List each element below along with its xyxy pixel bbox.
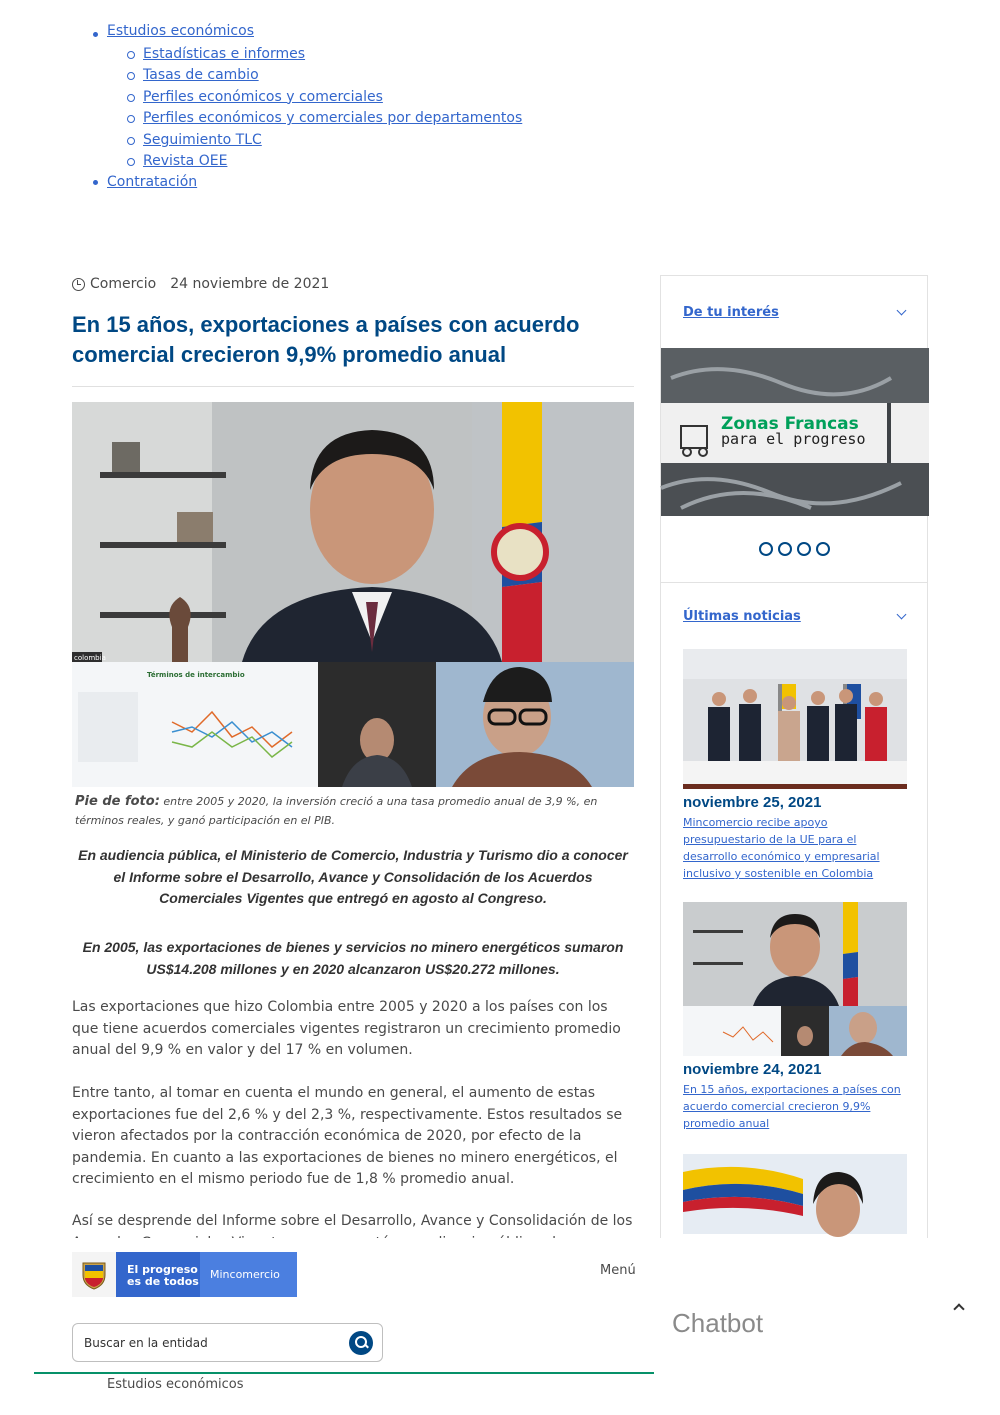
ministry-logo: Mincomercio: [200, 1252, 297, 1297]
nav-sublink[interactable]: Perfiles económicos y comerciales: [143, 88, 383, 105]
nav-item-estudios[interactable]: [88, 24, 522, 38]
article-meta: [72, 276, 329, 292]
chevron-up-icon[interactable]: [953, 1303, 964, 1314]
lead-paragraph: En 2005, las exportaciones de bienes y servicios no minero energéticos sumaron US$14.208 millones y en 2020 alcanzaron US$20.272 millones.: [82, 939, 624, 977]
nav-cutoff-text[interactable]: Estudios económicos: [107, 1377, 244, 1392]
nav-sublink[interactable]: Perfiles económicos y comerciales por departamentos: [143, 110, 523, 127]
gov-logo-tagline: [116, 1252, 200, 1297]
caption-text: entre 2005 y 2020, la inversión creció a una tasa promedio anual de 3,9 %, en términos reales, y ganó participación en el PIB.: [75, 795, 598, 827]
banner-illustration: [661, 348, 929, 516]
nav-subitem[interactable]: [124, 65, 522, 86]
carousel-dot[interactable]: [816, 542, 830, 556]
article-title: En 15 años, exportaciones a países con acuerdo comercial crecieron 9,9% promedio anual: [72, 312, 580, 367]
search-field[interactable]: [72, 1323, 383, 1362]
article-date: 24 noviembre de 2021: [170, 276, 330, 292]
banner-title: Zonas Francas: [721, 414, 859, 434]
caption-label: Pie de foto:: [75, 794, 160, 809]
news-link[interactable]: Mincomercio recibe apoyo presupuestario de la UE para el desarrollo económico y empresarial inclusivo y sostenible en Colombia: [683, 816, 880, 880]
carousel-dot[interactable]: [797, 542, 811, 556]
news-thumbnail[interactable]: [683, 1154, 907, 1234]
news-thumbnail[interactable]: [683, 649, 907, 789]
nav-subitem[interactable]: [124, 87, 522, 108]
nav-sublink[interactable]: Estadísticas e informes: [143, 46, 306, 62]
photo-caption: [75, 792, 630, 830]
nav-subitem[interactable]: [124, 44, 522, 65]
nav-sublink[interactable]: Tasas de cambio: [143, 67, 259, 84]
nav-sublink[interactable]: Seguimiento TLC: [143, 131, 262, 148]
banner-subtitle: para el progreso: [721, 430, 866, 448]
bottom-sticky-bar: [0, 1238, 1000, 1415]
clock-icon: [72, 278, 85, 291]
sidebar: [660, 275, 928, 1238]
title-divider: [72, 386, 634, 387]
body-paragraph: Las exportaciones que hizo Colombia entre 2005 y 2020 a los países con los que tiene acuerdos comerciales vigentes registraron un crecimiento promedio anual del 9,9 % en valor y del 17 % en volumen.: [72, 999, 621, 1058]
nav-link-estudios[interactable]: Estudios económicos: [107, 23, 254, 39]
news-date: noviembre 25, 2021: [683, 794, 822, 811]
menu-button[interactable]: Menú: [600, 1263, 636, 1278]
sidebar-news-title[interactable]: Últimas noticias: [683, 608, 801, 624]
news-thumbnail[interactable]: [683, 902, 907, 1056]
carousel-dot[interactable]: [778, 542, 792, 556]
news-photo: [683, 902, 907, 1056]
coat-of-arms-icon: [72, 1252, 116, 1297]
news-link[interactable]: En 15 años, exportaciones a países con acuerdo comercial crecieron 9,9% promedio anual: [683, 1083, 901, 1130]
news-item[interactable]: [661, 1154, 927, 1234]
chatbot-button[interactable]: Chatbot: [672, 1308, 764, 1338]
nav-subitem[interactable]: [124, 130, 522, 151]
logo-line2: es de todos: [127, 1275, 199, 1288]
nav-item-contratacion[interactable]: [88, 172, 522, 194]
news-photo: [683, 1154, 907, 1234]
nav-sublink[interactable]: Revista OEE: [143, 152, 228, 169]
sidebar-interest-title[interactable]: De tu interés: [683, 304, 779, 320]
logo-line1: El progreso: [127, 1263, 198, 1276]
green-divider: [34, 1372, 654, 1374]
search-input[interactable]: Buscar en la entidad: [84, 1335, 208, 1350]
zonas-francas-banner[interactable]: [661, 348, 929, 516]
nav-subitem[interactable]: [124, 108, 522, 129]
gov-logo[interactable]: [72, 1252, 297, 1297]
body-paragraph: Entre tanto, al tomar en cuenta el mundo en general, el aumento de estas exportaciones fue del 2,6 % y del 2,3 %, respectivamente. Estos resultados se vieron afectados por la contracción económica de 2020, por efecto de la pandemia. En cuanto a las exportaciones de bienes no minero energéticos, el crecimiento en el mismo periodo fue de 1,8 % promedio anual.: [72, 1085, 623, 1187]
article-category: Comercio: [90, 276, 157, 292]
chevron-down-icon[interactable]: [897, 305, 907, 315]
news-item[interactable]: [661, 902, 927, 1132]
news-item[interactable]: [661, 649, 927, 882]
body-paragraph: Así se desprende del Informe sobre el Desarrollo, Avance y Consolidación de los: [72, 1213, 633, 1229]
site-nav-list: [88, 23, 523, 194]
news-headline[interactable]: [683, 814, 905, 882]
nav-link-contratacion[interactable]: Contratación: [107, 174, 198, 191]
nav-submenu: [124, 44, 522, 172]
news-headline[interactable]: [683, 1081, 905, 1132]
chevron-down-icon[interactable]: [897, 609, 907, 619]
sidebar-news-header[interactable]: [661, 583, 927, 649]
nav-subitem[interactable]: [124, 151, 522, 172]
carousel-dots: [661, 516, 927, 582]
news-date: noviembre 24, 2021: [683, 1061, 822, 1078]
photo-corner-label: colombia: [74, 654, 106, 662]
carousel-dot[interactable]: [759, 542, 773, 556]
lead-paragraph: En audiencia pública, el Ministerio de Comercio, Industria y Turismo dio a conocer el Informe sobre el Desarrollo, Avance y Consolidación de los Acuerdos Comerciales Vigentes que entregó en agosto al Congreso.: [78, 847, 628, 906]
article-photo: [72, 402, 634, 787]
search-icon[interactable]: [349, 1331, 373, 1355]
news-photo: [683, 649, 907, 789]
photo-chart-title: Términos de intercambio: [147, 671, 245, 679]
sidebar-interest-header[interactable]: [661, 276, 927, 348]
photo-illustration: [72, 402, 634, 787]
